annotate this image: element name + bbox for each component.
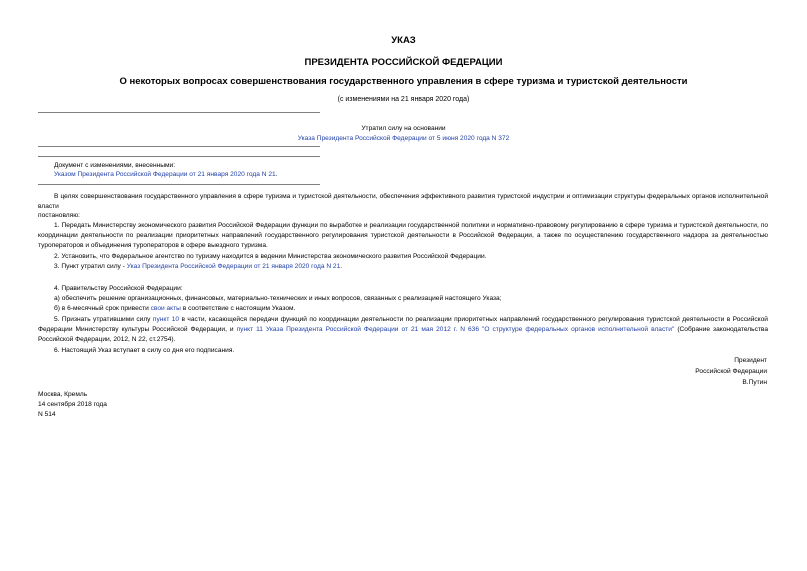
place-date: 14 сентября 2018 года [38,401,107,408]
paragraph-3-dot: . [340,263,343,270]
paragraph-4a: а) обеспечить решение организационных, финансовых, материально-технических и иных вопросов, связанных с реализацией настоящего Указа; [54,295,502,302]
changes-link[interactable]: Указом Президента Российской Федерации от 21 января 2020 года N 21 [54,171,276,178]
signature-title: Президент [734,357,767,364]
intro-paragraph: В целях совершенствования государственного управления в сфере туризма и туристской деятельности, обеспечения эффективного развития туристской индустрии и оптимизации структуры федеральных органов исполнительной власти [38,193,768,210]
paragraph-2: 2. Установить, что Федеральное агентство по туризму находится в ведении Министерства экономического развития Российской Федерации. [54,253,487,260]
paragraph-4b-link[interactable]: свои акты [150,305,181,312]
paragraph-5-text-a: 5. Признать утратившими силу [54,316,153,323]
place-number: N 514 [38,411,56,418]
doc-title-ukaz: УКАЗ [391,35,416,46]
paragraph-5 [38,315,768,345]
divider [38,156,320,157]
doc-amendment-note: (с изменениями на 21 января 2020 года) [337,96,470,103]
divider [38,146,320,147]
changes-dot: . [275,171,278,178]
paragraph-6: 6. Настоящий Указ вступает в силу со дня его подписания. [54,347,235,354]
paragraph-3 [38,262,768,272]
doc-title-president: ПРЕЗИДЕНТА РОССИЙСКОЙ ФЕДЕРАЦИИ [304,57,503,68]
changes-line [54,170,278,179]
place-city: Москва, Кремль [38,391,88,398]
paragraph-1: 1. Передать Министерству экономического развития Российской Федерации функции по выработке и реализации государственной политики и нормативно-правовому регулированию в сфере туризма и туристской деятельности, по координации деятельности по реализации приоритетных направлений государственного регулирования туристской деятельности в Российской Федерации, а также по осуществлению государственного надзора за деятельностью туроператоров и объединения туроператоров в сфере выездного туризма. [38,222,768,249]
paragraph-5-text-b: в части, касающейся передачи функций по координации деятельности по реализации приоритетных направлений государственного регулирования туристской деятельности в Российской Федерации Министерству культуры Российской Федерации, и [38,316,768,333]
signature-country: Российской Федерации [695,368,767,375]
paragraph-5-link-1[interactable]: пункт 10 [152,316,180,323]
paragraph-4: 4. Правительству Российской Федерации: [54,285,183,292]
paragraph-3-link[interactable]: Указ Президента Российской Федерации от 21 января 2020 года N 21 [126,263,341,270]
lost-force-label: Утратил силу на основании [361,125,446,132]
paragraph-4b [38,304,768,314]
paragraph-4b-suffix: в соответствие с настоящим Указом. [180,305,296,312]
changes-label: Документ с изменениями, внесенными: [54,162,176,169]
paragraph-4b-text: б) в 6-месячный срок привести [54,305,151,312]
doc-title-subject: О некоторых вопросах совершенствования государственного управления в сфере туризма и туристской деятельности [119,76,688,87]
signature-name: В.Путин [742,379,767,386]
paragraph-3-text: 3. Пункт утратил силу - [54,263,127,270]
decree-word: постановляю: [38,212,81,219]
paragraph-5-text-c: (Собрание законодательства Российской Федерации, 2012, N 22, ст.2754). [38,326,768,343]
paragraph-5-link-2[interactable]: пункт 11 Указа Президента Российской Федерации от 21 мая 2012 г. N 636 "О структуре федеральных органов исполнительной власти" [236,326,675,333]
divider [38,184,320,185]
lost-force-link[interactable]: Указа Президента Российской Федерации от 5 июня 2020 года N 372 [297,135,510,142]
divider [38,112,320,113]
